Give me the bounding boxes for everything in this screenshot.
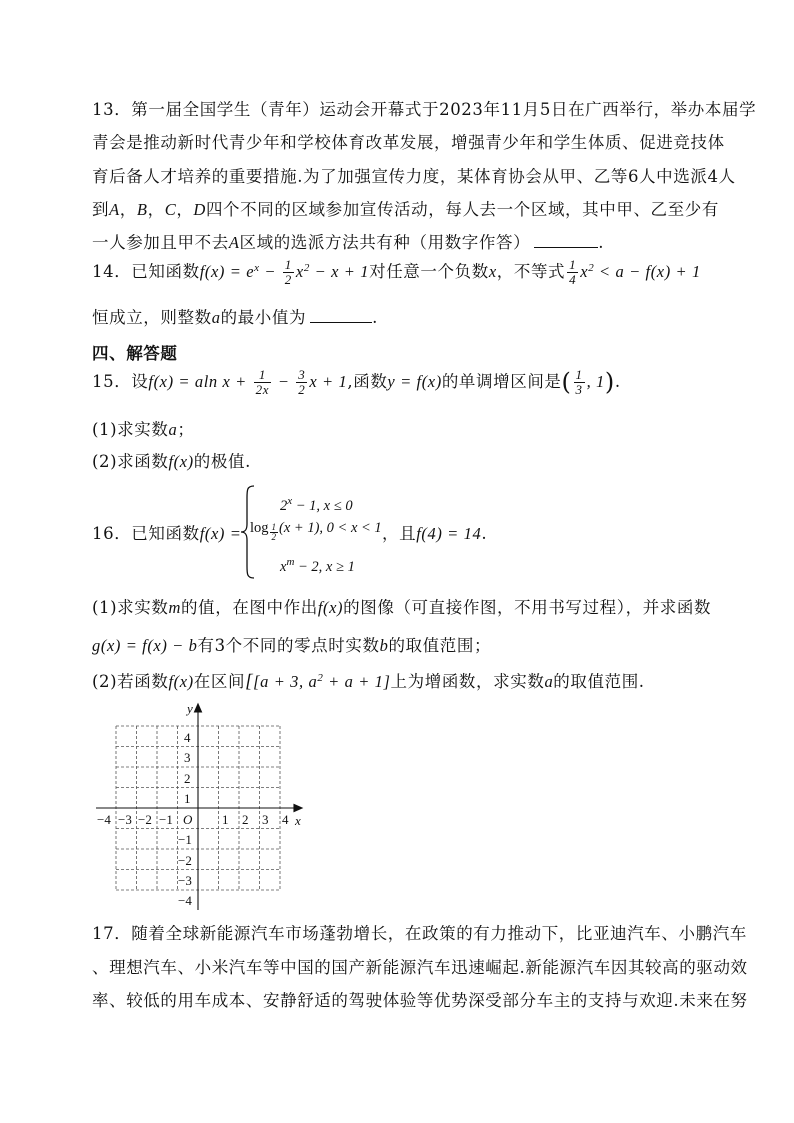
p13-line2: 青会是推动新时代青少年和学校体育改革发展，增强青少年和学生体质、促进竞技体 [92,133,725,152]
p17-line3: 率、较低的用车成本、安静舒适的驾驶体验等优势深受部分车主的支持与欢迎.未来在努 [92,991,748,1010]
p13-line1: 13．第一届全国学生（青年）运动会开幕式于2023年11月5日在广西举行，举办本届学 [92,100,757,119]
p17-line1: 17．随着全球新能源汽车市场蓬勃增长，在政策的有力推动下，比亚迪汽车、小鹏汽车 [92,924,747,943]
answer-blank-14 [310,321,372,323]
p16-q2: (2)若函数f(x)在区间[[a + 3, $a^2 + a + 1$]上为增函数，求实数a的取值范围. [92,671,645,692]
y-tick-label: 4 [184,730,191,745]
p16-q1-line1: (1)求实数m的值，在图中作出f(x)的图像（可直接作图，不用书写过程），并求函数 [92,598,712,617]
origin-label: O [183,812,193,827]
coordinate-grid [92,700,312,912]
x-tick-label: 1 [222,812,229,827]
p16-prefix: 16．已知函数f(x) = [92,524,242,543]
p16-case3: $x^m - 2$, x ≥ 1 [280,556,355,575]
y-tick-label: −4 [178,893,192,908]
x-tick-label: −1 [159,812,173,827]
x-tick-label: −3 [118,812,132,827]
x-axis-arrow-icon [294,805,302,812]
p15-line1: 15．设f(x) = aln x + $\frac{1}{2x}$ − $\frac{3}{2}$ x + 1,函数y = f(x)的单调增区间是( $\frac{1}{3}$ , 1). [92,367,621,397]
p16-case1: $2^x - 1$, x ≤ 0 [280,495,353,514]
x-tick-label: 4 [282,812,289,827]
p15-q1: (1)求实数a； [92,420,195,439]
x-tick-label: −2 [138,812,152,827]
p13-line3: 育后备人才培养的重要措施.为了加强宣传力度，某体育协会从甲、乙等6人中选派4人 [92,167,736,186]
y-tick-label: 3 [184,750,191,765]
y-axis-arrow-icon [195,704,202,712]
p17-line2: 、理想汽车、小米汽车等中国的国产新能源汽车迅速崛起.新能源汽车因其较高的驱动效 [92,958,748,977]
x-tick-label: 2 [242,812,249,827]
section-heading: 四、解答题 [92,344,178,363]
p14-line1: 14．已知函数$f(x) = e^x$ − $\frac{1}{2}$ $x^2 - x + 1$对任意一个负数x，不等式 $\frac{1}{4}$ $x^2 < a - f(x) + 1$ [92,257,701,287]
p14-line2: 恒成立，则整数a的最小值为 . [92,308,378,327]
p13-line5: 一人参加且甲不去A区域的选派方法共有种（用数字作答） . [92,233,605,252]
y-tick-label: −1 [178,832,192,847]
y-tick-label: 1 [184,791,191,806]
x-tick-label: −4 [97,812,111,827]
y-tick-label: −2 [178,853,192,868]
p16-case2: log $\frac{1}{2}$ (x + 1), 0 < x < 1 [250,520,382,542]
y-tick-label: −3 [178,873,192,888]
answer-blank-13 [534,246,598,248]
p15-q2: (2)求函数f(x)的极值. [92,452,251,471]
p13-line4: 到A，B，C，D四个不同的区域参加宣传活动，每人去一个区域，其中甲、乙至少有 [92,200,719,219]
p16-q1-line2: g(x) = f(x) − b有3个不同的零点时实数b的取值范围； [92,636,492,655]
p16-condition: ，且f(4) = 14. [382,524,488,543]
y-tick-label: 2 [184,771,191,786]
x-axis-label: x [295,813,301,828]
y-axis-label: y [187,701,193,716]
x-tick-label: 3 [262,812,269,827]
